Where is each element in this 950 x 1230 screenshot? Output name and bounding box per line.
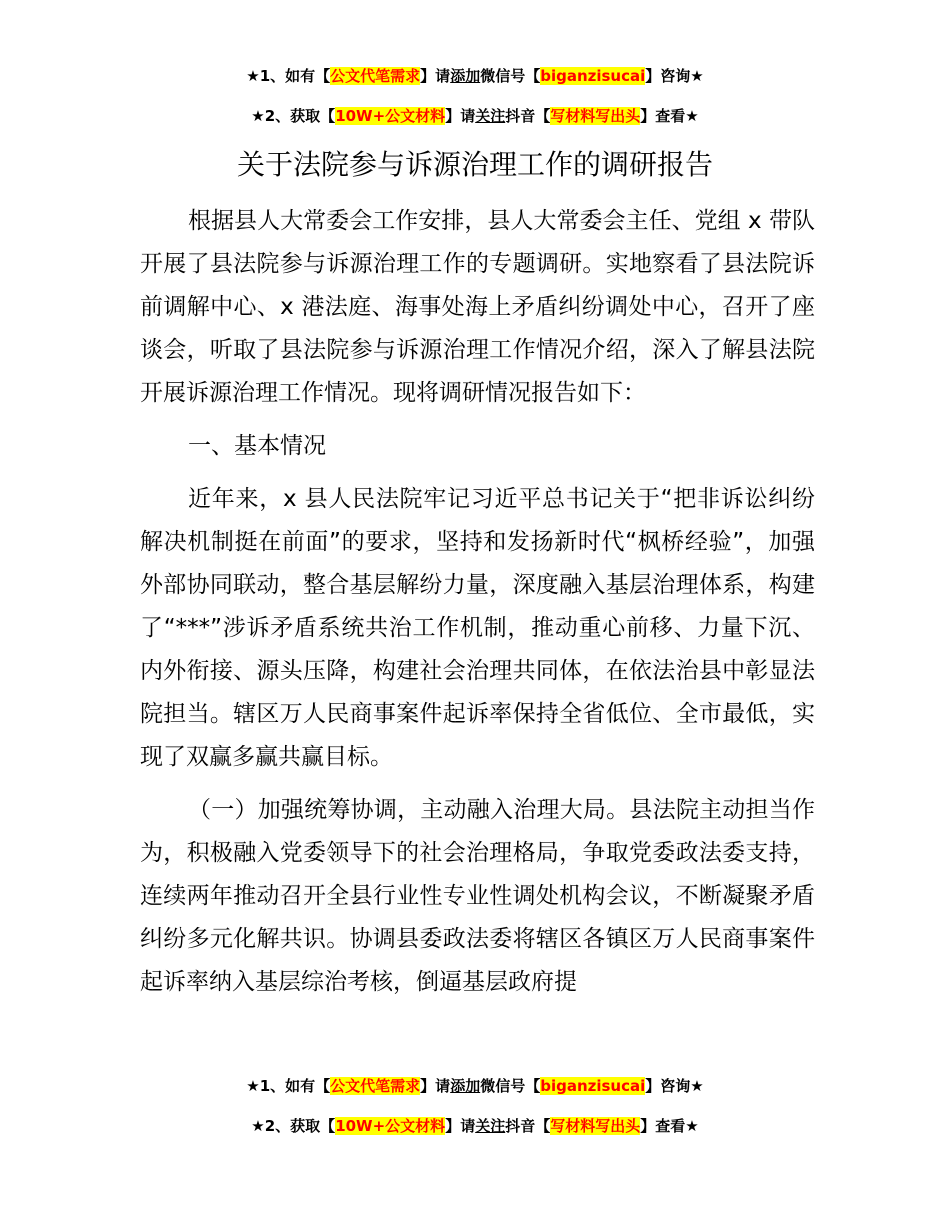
promo-text: 】请 [445, 1117, 476, 1135]
promo-text: ★1、如有【 [246, 67, 331, 85]
footer-promo-line-1 [0, 1076, 950, 1096]
promo-text: 抖音【 [505, 107, 551, 125]
promo-text: 】咨询★ [645, 67, 704, 85]
promo-wechat-id: biganzisucai [540, 1077, 646, 1095]
promo-text: ★1、如有【 [246, 1077, 331, 1095]
promo-wechat-id: biganzisucai [540, 67, 646, 85]
promo-text: 】查看★ [640, 107, 699, 125]
promo-highlight: 写材料写出头 [550, 107, 641, 125]
promo-text: 】请 [420, 1077, 451, 1095]
promo-text: 】请 [445, 107, 476, 125]
promo-underlined: 关注 [475, 1117, 506, 1135]
promo-text: 】查看★ [640, 1117, 699, 1135]
paragraph-intro: 根据县人大常委会工作安排，县人大常委会主任、党组 x 带队开展了县法院参与诉源治理工作的专题调研。实地察看了县法院诉前调解中心、x 港法庭、海事处海上矛盾纠纷调处中心，召开了座谈会，听取了县法院参与诉源治理工作情况介绍，深入了解县法院开展诉源治理工作情况。现将调研情况报告如下： [140, 208, 815, 406]
document-body [140, 200, 815, 1014]
promo-highlight: 10W+公文材料 [335, 107, 446, 125]
promo-text: 微信号【 [480, 67, 541, 85]
promo-text: 】咨询★ [645, 1077, 704, 1095]
promo-text: ★2、获取【 [251, 107, 336, 125]
promo-text: ★2、获取【 [251, 1117, 336, 1135]
promo-highlight: 公文代笔需求 [330, 1077, 421, 1095]
document-title: 关于法院参与诉源治理工作的调研报告 [236, 148, 713, 181]
promo-highlight: 公文代笔需求 [330, 67, 421, 85]
header-promo-line-2 [0, 106, 950, 126]
promo-text: 微信号【 [480, 1077, 541, 1095]
section-heading: 一、基本情况 [188, 433, 326, 459]
promo-underlined: 添加 [450, 1077, 481, 1095]
promo-highlight: 写材料写出头 [550, 1117, 641, 1135]
promo-underlined: 关注 [475, 107, 506, 125]
promo-text: 抖音【 [505, 1117, 551, 1135]
promo-highlight: 10W+公文材料 [335, 1117, 446, 1135]
header-promo-line-1 [0, 66, 950, 86]
promo-underlined: 添加 [450, 67, 481, 85]
paragraph-subsection-1: （一）加强统筹协调，主动融入治理大局。县法院主动担当作为，积极融入党委领导下的社会治理格局，争取党委政法委支持，连续两年推动召开全县行业性专业性调处机构会议，不断凝聚矛盾纠纷多元化解共识。协调县委政法委将辖区各镇区万人民商事案件起诉率纳入基层综治考核，倒逼基层政府提 [140, 797, 815, 995]
paragraph-overview: 近年来，x 县人民法院牢记习近平总书记关于“把非诉讼纠纷解决机制挺在前面”的要求，坚持和发扬新时代“枫桥经验”，加强外部协同联动，整合基层解纷力量，深度融入基层治理体系，构建了“***”涉诉矛盾系统共治工作机制，推动重心前移、力量下沉、内外衔接、源头压降，构建社会治理共同体，在依法治县中彰显法院担当。辖区万人民商事案件起诉率保持全省低位、全市最低，实现了双赢多赢共赢目标。 [140, 486, 815, 770]
footer-promo-line-2 [0, 1116, 950, 1136]
promo-text: 】请 [420, 67, 451, 85]
